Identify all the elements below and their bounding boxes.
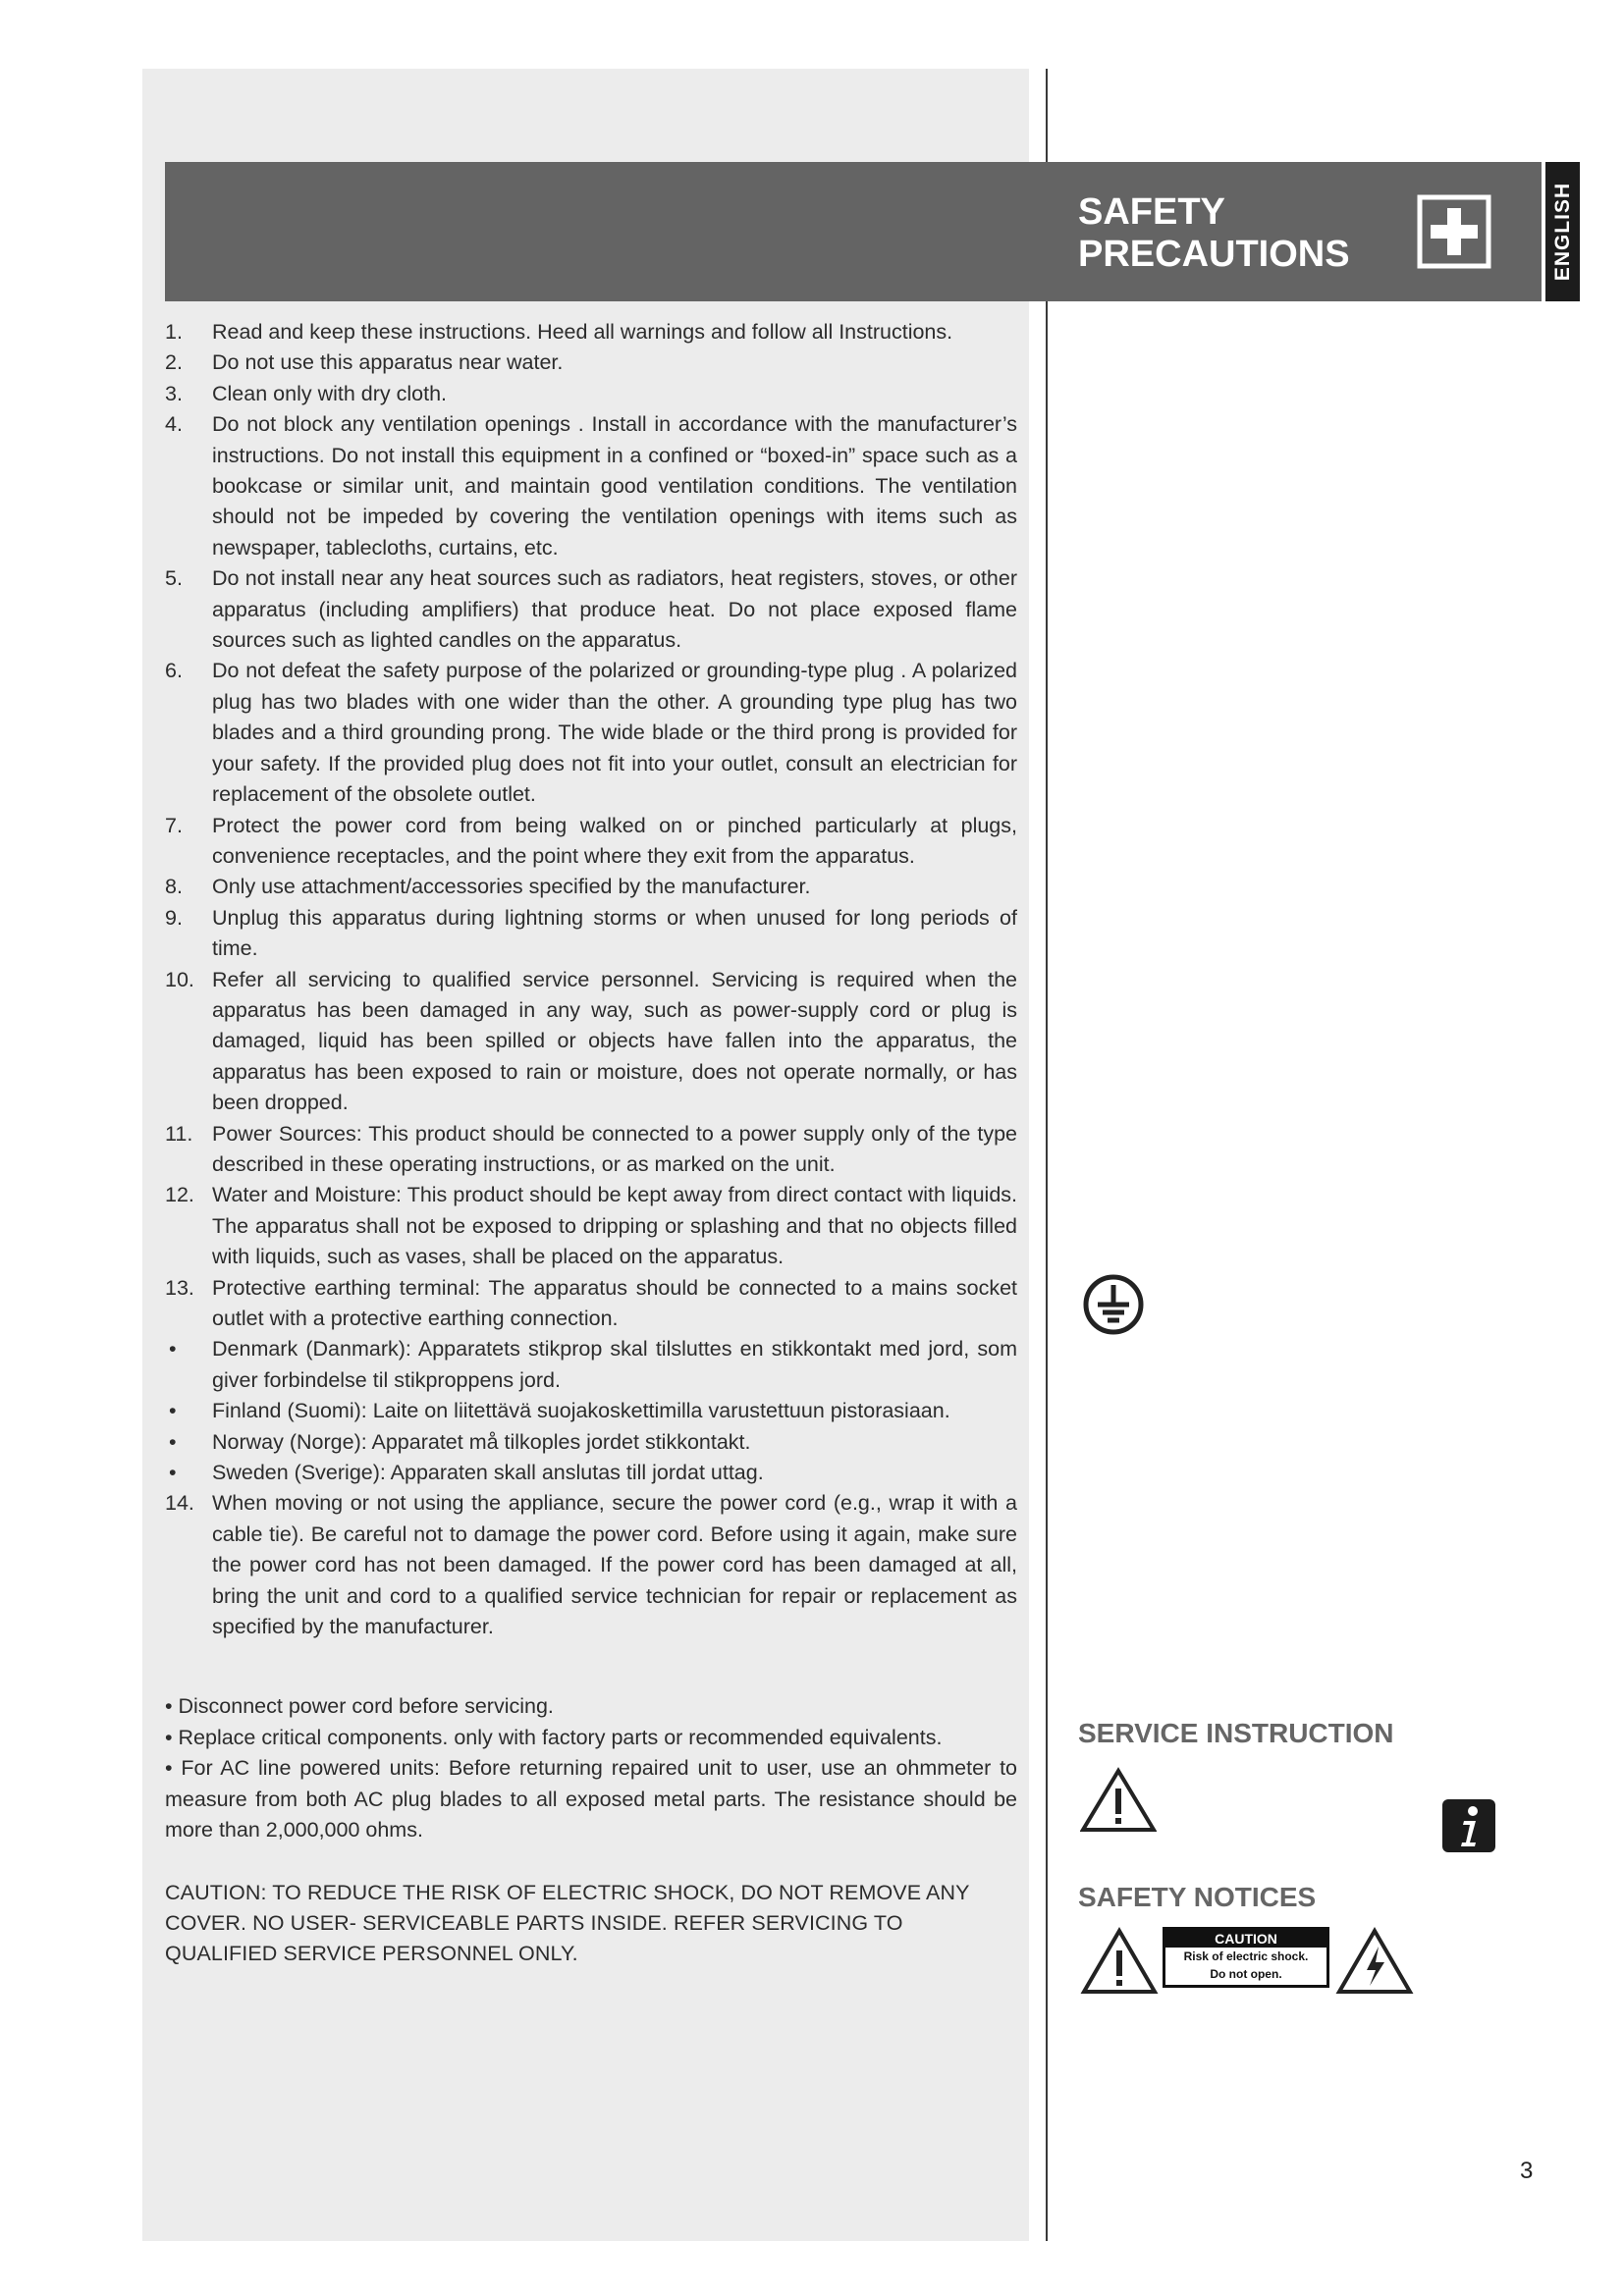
caution-label-line-1: Risk of electric shock. [1183,1949,1309,1963]
page-title [1078,191,1373,276]
instruction-number: 7. [165,813,183,837]
instruction-item-5 [165,563,1017,656]
first-aid-cross-icon [1417,194,1491,269]
bullet: • [169,1337,177,1362]
safety-notices-heading: SAFETY NOTICES [1078,1882,1317,1912]
country-note-denmark [165,1334,1017,1396]
caution-label-body [1165,1948,1326,1985]
service-instruction-heading: SERVICE INSTRUCTION [1078,1718,1394,1748]
instruction-text: Clean only with dry cloth. [212,381,447,405]
country-note-text: Finland (Suomi): Laite on liitettävä suojakoskettimilla varustettuun pistorasiaan. [212,1399,950,1423]
instruction-item-4 [165,409,1017,563]
instruction-number: 12. [165,1183,194,1207]
instruction-item-12 [165,1180,1017,1272]
column-divider [1046,69,1048,2241]
instruction-number: 14. [165,1491,194,1516]
instruction-text: Do not defeat the safety purpose of the polarized or grounding-type plug . A polarized plug has two blades with one wider than the other. A grounding type plug has two blades and a third grounding prong. The wide blade or the third prong is provided for your safety. If the provided plug does not fit into your outlet, consult an electrician for replacement of the obsolete outlet. [212,659,1017,807]
instruction-item-6 [165,656,1017,810]
instruction-item-8 [165,872,1017,902]
safety-notices-symbols [1080,1927,1414,1996]
instruction-item-7 [165,811,1017,873]
instruction-text: Read and keep these instructions. Heed all warnings and follow all Instructions. [212,320,953,344]
instructions-content [165,317,1017,1970]
instruction-item-14 [165,1488,1017,1642]
instruction-item-2 [165,347,1017,378]
instruction-text: Protect the power cord from being walked on or pinched particularly at plugs, convenience receptacles, and the point where they exit from the apparatus. [212,813,1017,868]
country-note-text: Norway (Norge): Apparatet må tilkoples jordet stikkontakt. [212,1429,751,1454]
bullet: • [169,1461,177,1485]
instruction-text: Water and Moisture: This product should be kept away from direct contact with liquids. The apparatus shall not be exposed to dripping or splashing and that no objects filled with liquids, such as vases, shall be placed on the apparatus. [212,1183,1017,1269]
instruction-text: Unplug this apparatus during lightning storms or when unused for long periods of time. [212,905,1017,961]
country-note-norway [165,1427,1017,1458]
instruction-number: 8. [165,875,183,899]
service-line-2: • Replace critical components. only with factory parts or recommended equivalents. [165,1725,943,1749]
instruction-text: Refer all servicing to qualified service personnel. Servicing is required when the apparatus has been damaged in any way, such as power-supply cord or plug is damaged, liquid has been spilled or objects have fallen into the apparatus, the apparatus has been exposed to rain or moisture, does not operate normally, or has been dropped. [212,967,1017,1115]
instruction-number: 11. [165,1121,193,1146]
caution-label [1163,1927,1329,1988]
instruction-number: 5. [165,566,183,591]
country-note-sweden [165,1458,1017,1488]
bullet: • [169,1399,177,1423]
instruction-number: 6. [165,659,183,683]
instruction-item-11 [165,1119,1017,1181]
country-note-text: Denmark (Danmark): Apparatets stikprop skal tilsluttes en stikkontakt med jord, som giver forbindelse til stikproppens jord. [212,1337,1017,1392]
instruction-item-3 [165,379,1017,409]
service-instruction-text [165,1691,1017,1845]
electric-shock-icon [1335,1927,1414,1996]
instruction-item-9 [165,903,1017,965]
instruction-number: 4. [165,412,183,437]
instruction-item-13 [165,1273,1017,1335]
caution-text: CAUTION: TO REDUCE THE RISK OF ELECTRIC SHOCK, DO NOT REMOVE ANY COVER. NO USER- SERVICEABLE PARTS INSIDE. REFER SERVICING TO QUALIFIED SERVICE PERSONNEL ONLY. [165,1880,970,1966]
instruction-number: 9. [165,905,183,930]
caution-label-line-2: Do not open. [1210,1967,1282,1981]
page-title-line-2: PRECAUTIONS [1078,234,1350,275]
country-note-text: Sweden (Sverige): Apparaten skall anslutas till jordat uttag. [212,1461,764,1485]
instruction-text: Protective earthing terminal: The apparatus should be connected to a mains socket outlet with a protective earthing connection. [212,1275,1017,1330]
page-number: 3 [1520,2158,1534,2184]
language-tab [1545,162,1580,301]
instruction-text: Do not use this apparatus near water. [212,350,564,375]
instruction-text: When moving or not using the appliance, secure the power cord (e.g., wrap it with a cable tie). Be careful not to damage the power cord. Before using it again, make sure the power cord has not been damaged. If the power cord has been damaged at all, bring the unit and cord to a qualified service technician for repair or replacement as specified by the manufacturer. [212,1491,1017,1639]
instruction-number: 10. [165,967,194,991]
instruction-text: Only use attachment/accessories specified by the manufacturer. [212,875,811,899]
service-line-1: • Disconnect power cord before servicing. [165,1694,554,1719]
protective-earth-icon [1082,1273,1145,1336]
caution-label-title: CAUTION [1215,1931,1277,1947]
instruction-item-10 [165,965,1017,1119]
service-line-3: • For AC line powered units: Before returning repaired unit to user, use an ohmmeter to measure from both AC plug blades to all exposed metal parts. The resistance should be more than 2,000,000 ohms. [165,1756,1017,1842]
info-icon [1442,1799,1495,1852]
instruction-number: 1. [165,320,183,344]
instruction-text: Do not install near any heat sources such as radiators, heat registers, stoves, or other apparatus (including amplifiers) that produce heat. Do not place exposed flame sources such as lighted candles on the apparatus. [212,566,1017,653]
page-title-line-1: SAFETY [1078,191,1225,233]
instruction-text: Do not block any ventilation openings . Install in accordance with the manufacturer’s instructions. Do not install this equipment in a confined or “boxed-in” space such as a bookcase or similar unit, and maintain good ventilation conditions. The ventilation should not be impeded by covering the ventilation openings with items such as newspaper, tablecloths, curtains, etc. [212,412,1017,560]
instruction-number: 13. [165,1275,194,1300]
instruction-number: 3. [165,381,183,405]
warning-triangle-icon [1080,1927,1159,1996]
warning-triangle-icon [1080,1767,1157,1834]
instruction-item-1 [165,317,1017,347]
language-tab-label: ENGLISH [1550,182,1574,282]
instruction-text: Power Sources: This product should be connected to a power supply only of the type described in these operating instructions, or as marked on the unit. [212,1121,1017,1176]
instruction-number: 2. [165,350,183,375]
country-note-finland [165,1396,1017,1426]
bullet: • [169,1429,177,1454]
